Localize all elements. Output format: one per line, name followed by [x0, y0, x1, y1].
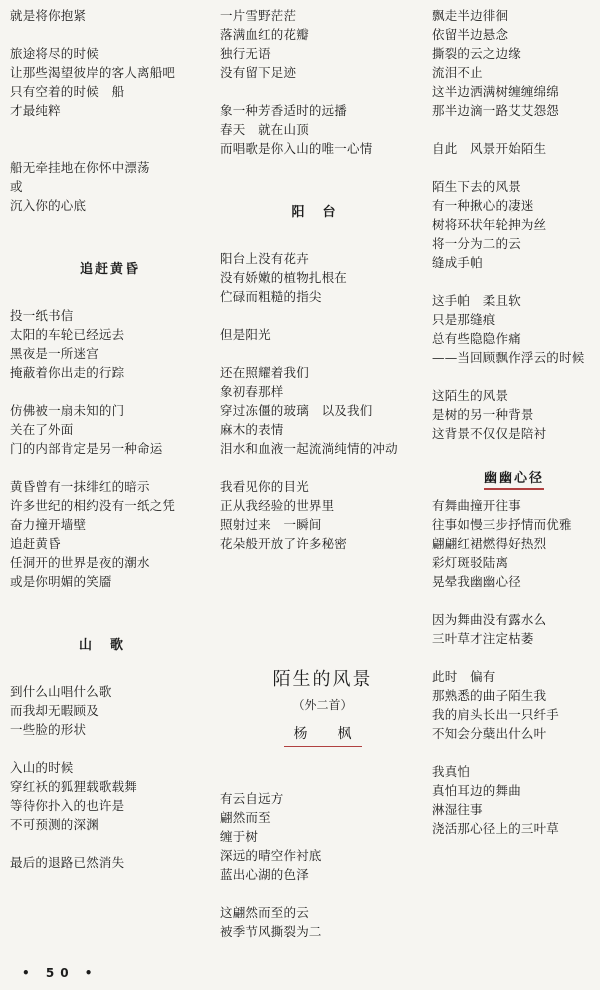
stanza-gap	[10, 382, 210, 401]
poem-line: 让那些渴望彼岸的客人离船吧	[10, 65, 176, 80]
poem-line: 或是你明媚的笑靥	[10, 574, 112, 589]
poem-title: 陌生的风景	[272, 669, 373, 690]
stanza-gap	[10, 139, 210, 158]
poem-line: 投一纸书信	[10, 308, 74, 323]
poem-line: 穿过冻僵的玻璃 以及我们	[220, 403, 373, 418]
poem-line: 只有空着的时候 船	[10, 84, 125, 99]
stanza-gap	[10, 834, 210, 853]
poem-line: 穿红袄的狐狸载歌载舞	[10, 779, 138, 794]
poem-line: 门的内部肯定是另一种命运	[10, 441, 163, 456]
poem-heading	[10, 629, 210, 663]
poem-line: 我看见你的目光	[220, 479, 309, 494]
poem-line: 象一种芳香适时的远播	[220, 103, 348, 118]
stanza-gap	[432, 158, 596, 177]
poem-line: 一片雪野茫茫	[220, 8, 297, 23]
poem-heading	[10, 253, 210, 287]
stanza-gap	[10, 663, 210, 682]
poem-line: 因为舞曲没有露水么	[432, 612, 547, 627]
poem-heading	[432, 462, 596, 496]
stanza-gap	[432, 120, 596, 139]
poem-line: 淋湿往事	[432, 802, 483, 817]
poem-line: 那熟悉的曲子陌生我	[432, 688, 547, 703]
poem-line: 树将环状年轮抻为丝	[432, 217, 547, 232]
poem-line: 许多世纪的相约没有一纸之凭	[10, 498, 176, 513]
poem-line: 撕裂的云之边缘	[432, 46, 521, 61]
poem-line: ——当回顾飘作浮云的时候	[432, 350, 585, 365]
stanza-gap	[10, 610, 210, 629]
poem-heading	[220, 196, 425, 230]
poem-line: 旅途将尽的时候	[10, 46, 99, 61]
stanza-gap	[432, 443, 596, 462]
poem-line: 这半边洒满树缠缠绵绵	[432, 84, 560, 99]
poem-line: 这背景不仅仅是陪衬	[432, 426, 547, 441]
poem-heading-text: 山歌	[78, 638, 141, 653]
poem-line: 自此 风景开始陌生	[432, 141, 547, 156]
column-middle	[220, 6, 425, 553]
poem-line: 翩然而至	[220, 810, 271, 825]
poem-line: 只是那缝痕	[432, 312, 496, 327]
stanza-gap	[432, 272, 596, 291]
stanza-gap	[220, 306, 425, 325]
page-number: • 50 •	[22, 966, 99, 980]
poem-line: 不知会分蘖出什么叶	[432, 726, 547, 741]
poem-line: 这手帕 柔且软	[432, 293, 521, 308]
poem-line: 我的肩头长出一只纤手	[432, 707, 560, 722]
poem-line: 黄昏曾有一抹绯红的暗示	[10, 479, 150, 494]
poem-line: 三叶草才注定枯萎	[432, 631, 534, 646]
stanza-gap	[432, 367, 596, 386]
column-right	[432, 6, 596, 838]
poem-line: 但是阳光	[220, 327, 271, 342]
poem-line: 或	[10, 179, 23, 194]
poem-line: 才最纯粹	[10, 103, 61, 118]
poem-line: 蓝出心湖的色泽	[220, 867, 309, 882]
poem-line: 缠于树	[220, 829, 259, 844]
poem-line: 有一种揪心的凄迷	[432, 198, 534, 213]
poem-line: 花朵般开放了许多秘密	[220, 536, 348, 551]
poem-line: 阳台上没有花卉	[220, 251, 309, 266]
poem-subtitle: （外二首）	[292, 698, 353, 712]
poem-line: 奋力撞开墙壁	[10, 517, 87, 532]
poem-line: 正从我经验的世界里	[220, 498, 335, 513]
poem-line: 陌生下去的风景	[432, 179, 521, 194]
stanza-gap	[432, 591, 596, 610]
poem-line: 伫碌而粗糙的指尖	[220, 289, 322, 304]
poem-line: 那半边滴一路艾艾怨怨	[432, 103, 560, 118]
poem-line: 而我却无暇顾及	[10, 703, 99, 718]
poem-line: 关在了外面	[10, 422, 74, 437]
poem-line: 被季节风撕裂为二	[220, 924, 322, 939]
poem-line: 晃晕我幽幽心径	[432, 574, 521, 589]
poem-line: 掩蔽着你出走的行踪	[10, 365, 125, 380]
poem-line: 流泪不止	[432, 65, 483, 80]
poem-line: 泪水和血液一起流淌纯情的冲动	[220, 441, 398, 456]
poem-line: 仿佛被一扇未知的门	[10, 403, 125, 418]
poem-title-block	[220, 667, 425, 747]
poem-line: 深远的晴空作衬底	[220, 848, 322, 863]
stanza-gap	[220, 158, 425, 177]
poem-line: 黑夜是一所迷宫	[10, 346, 99, 361]
poem-line: 任洞开的世界是夜的潮水	[10, 555, 150, 570]
poem-line: 不可预测的深渊	[10, 817, 99, 832]
poem-line: 翩翩红裙燃得好热烈	[432, 536, 547, 551]
column-left	[10, 6, 210, 872]
poem-line: 春天 就在山顶	[220, 122, 309, 137]
stanza-gap	[10, 234, 210, 253]
column-middle-lower	[220, 789, 425, 941]
poem-line: 浇活那心径上的三叶草	[432, 821, 560, 836]
stanza-gap	[220, 344, 425, 363]
poem-heading-text: 幽幽心径	[484, 471, 544, 490]
poem-line: 往事如慢三步抒情而优雅	[432, 517, 572, 532]
stanza-gap	[220, 458, 425, 477]
stanza-gap	[10, 591, 210, 610]
stanza-gap	[10, 120, 210, 139]
poem-line: 真怕耳边的舞曲	[432, 783, 521, 798]
poem-line: 依留半边悬念	[432, 27, 509, 42]
poem-line: 是树的另一种背景	[432, 407, 534, 422]
stanza-gap	[10, 458, 210, 477]
poem-line: 我真怕	[432, 764, 471, 779]
poem-line: 独行无语	[220, 46, 271, 61]
poem-line: 彩灯斑驳陆离	[432, 555, 509, 570]
stanza-gap	[432, 648, 596, 667]
stanza-gap	[220, 177, 425, 196]
poem-line: 太阳的车轮已经远去	[10, 327, 125, 342]
poem-line: 船无牵挂地在你怀中漂荡	[10, 160, 150, 175]
poem-line: 此时 偏有	[432, 669, 496, 684]
poem-line: 还在照耀着我们	[220, 365, 309, 380]
poem-line: 就是将你抱紧	[10, 8, 87, 23]
poem-line: 飘走半边徘徊	[432, 8, 509, 23]
poem-line: 麻木的表情	[220, 422, 284, 437]
poem-line: 缝成手帕	[432, 255, 483, 270]
poem-line: 追赶黄昏	[10, 536, 61, 551]
stanza-gap	[220, 82, 425, 101]
poem-line: 落满血红的花瓣	[220, 27, 309, 42]
poem-line: 到什么山唱什么歌	[10, 684, 112, 699]
poem-heading-text: 追赶黄昏	[79, 262, 140, 277]
poem-line: 象初春那样	[220, 384, 284, 399]
poem-line: 将一分为二的云	[432, 236, 521, 251]
stanza-gap	[10, 25, 210, 44]
poem-line: 有云自远方	[220, 791, 284, 806]
poem-line: 入山的时候	[10, 760, 74, 775]
poem-line: 总有些隐隐作痛	[432, 331, 521, 346]
stanza-gap	[220, 884, 425, 903]
stanza-gap	[10, 287, 210, 306]
poem-line: 没有留下足迹	[220, 65, 297, 80]
stanza-gap	[432, 743, 596, 762]
poem-line: 等待你扑入的也许是	[10, 798, 125, 813]
poem-line: 照射过来 一瞬间	[220, 517, 322, 532]
stanza-gap	[220, 230, 425, 249]
poem-heading-text: 阳台	[291, 205, 354, 220]
stanza-gap	[10, 215, 210, 234]
poem-author: 杨 枫	[284, 723, 362, 747]
poem-line: 这陌生的风景	[432, 388, 509, 403]
poem-line: 沉入你的心底	[10, 198, 87, 213]
poem-line: 这翩然而至的云	[220, 905, 309, 920]
poem-line: 而唱歌是你入山的唯一心情	[220, 141, 373, 156]
poem-line: 一些脸的形状	[10, 722, 87, 737]
stanza-gap	[10, 739, 210, 758]
poem-line: 最后的退路已然消失	[10, 855, 125, 870]
poem-line: 没有娇嫩的植物扎根在	[220, 270, 348, 285]
poem-line: 有舞曲撞开往事	[432, 498, 521, 513]
